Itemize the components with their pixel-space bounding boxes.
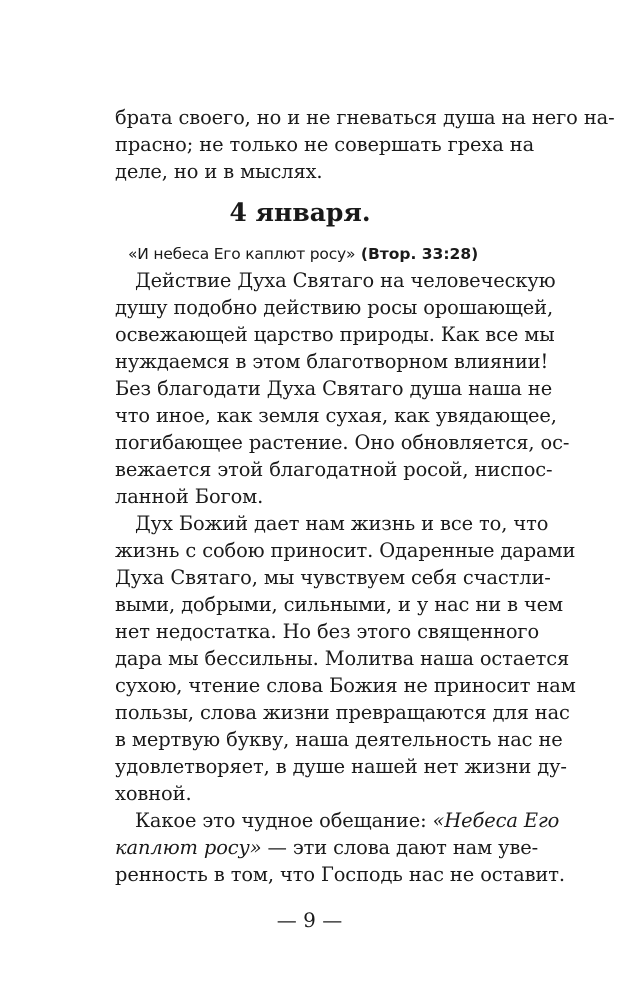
text-line: нуждаемся в этом благотворном влиянии! — [115, 350, 549, 373]
text-line: удовлетворяет, в душе нашей нет жизни ду- — [115, 755, 567, 778]
italic-quote: каплют росу» — [115, 836, 262, 859]
text-line: Духа Святаго, мы чувствуем себя счастли- — [115, 566, 551, 589]
text-line: нет недостатка. Но без этого священного — [115, 620, 540, 643]
text-line: в мертвую букву, наша деятельность нас не — [115, 728, 563, 751]
italic-quote: «Небеса Его — [432, 809, 560, 832]
text-line — [135, 807, 560, 834]
text-line: пользы, слова жизни превращаются для нас — [115, 701, 570, 724]
text-line: что иное, как земля сухая, как увядающее, — [115, 404, 557, 427]
text-line: выми, добрыми, сильными, и у нас ни в чем — [115, 593, 564, 616]
text-line: сухою, чтение слова Божия не приносит нам — [115, 674, 576, 697]
text-line: Без благодати Духа Святаго душа наша не — [115, 377, 553, 400]
epigraph-reference: (Втор. 33:28) — [360, 245, 479, 263]
text-line: Дух Божий дает нам жизнь и все то, что — [135, 512, 549, 535]
text-line: ховной. — [115, 782, 192, 805]
text-line: брата своего, но и не гневаться душа на него на- — [115, 106, 615, 129]
text-span: Какое это чудное обещание: — [135, 809, 433, 832]
text-line — [115, 834, 539, 861]
text-line: вежается этой благодатной росой, ниспос- — [115, 458, 553, 481]
text-line: душу подобно действию росы орошающей, — [115, 296, 554, 319]
section-heading: 4 января. — [229, 198, 371, 227]
epigraph — [128, 241, 518, 267]
text-line: ренность в том, что Господь нас не оставит. — [115, 863, 565, 886]
text-line: ланной Богом. — [115, 485, 264, 508]
text-line: жизнь с собою приносит. Одаренные дарами — [115, 539, 576, 562]
epigraph-quote: «И небеса Его каплют росу» — [128, 245, 356, 263]
text-line: прасно; не только не совершать греха на — [115, 133, 535, 156]
text-line: погибающее растение. Оно обновляется, ос- — [115, 431, 570, 454]
text-line: Действие Духа Святаго на человеческую — [135, 269, 556, 292]
page-number: — 9 — — [276, 908, 343, 932]
text-line: освежающей царство природы. Как все мы — [115, 323, 555, 346]
text-span: — эти слова дают нам уве- — [261, 836, 539, 859]
text-line: дара мы бессильны. Молитва наша остается — [115, 647, 570, 670]
text-line: деле, но и в мыслях. — [115, 160, 323, 183]
